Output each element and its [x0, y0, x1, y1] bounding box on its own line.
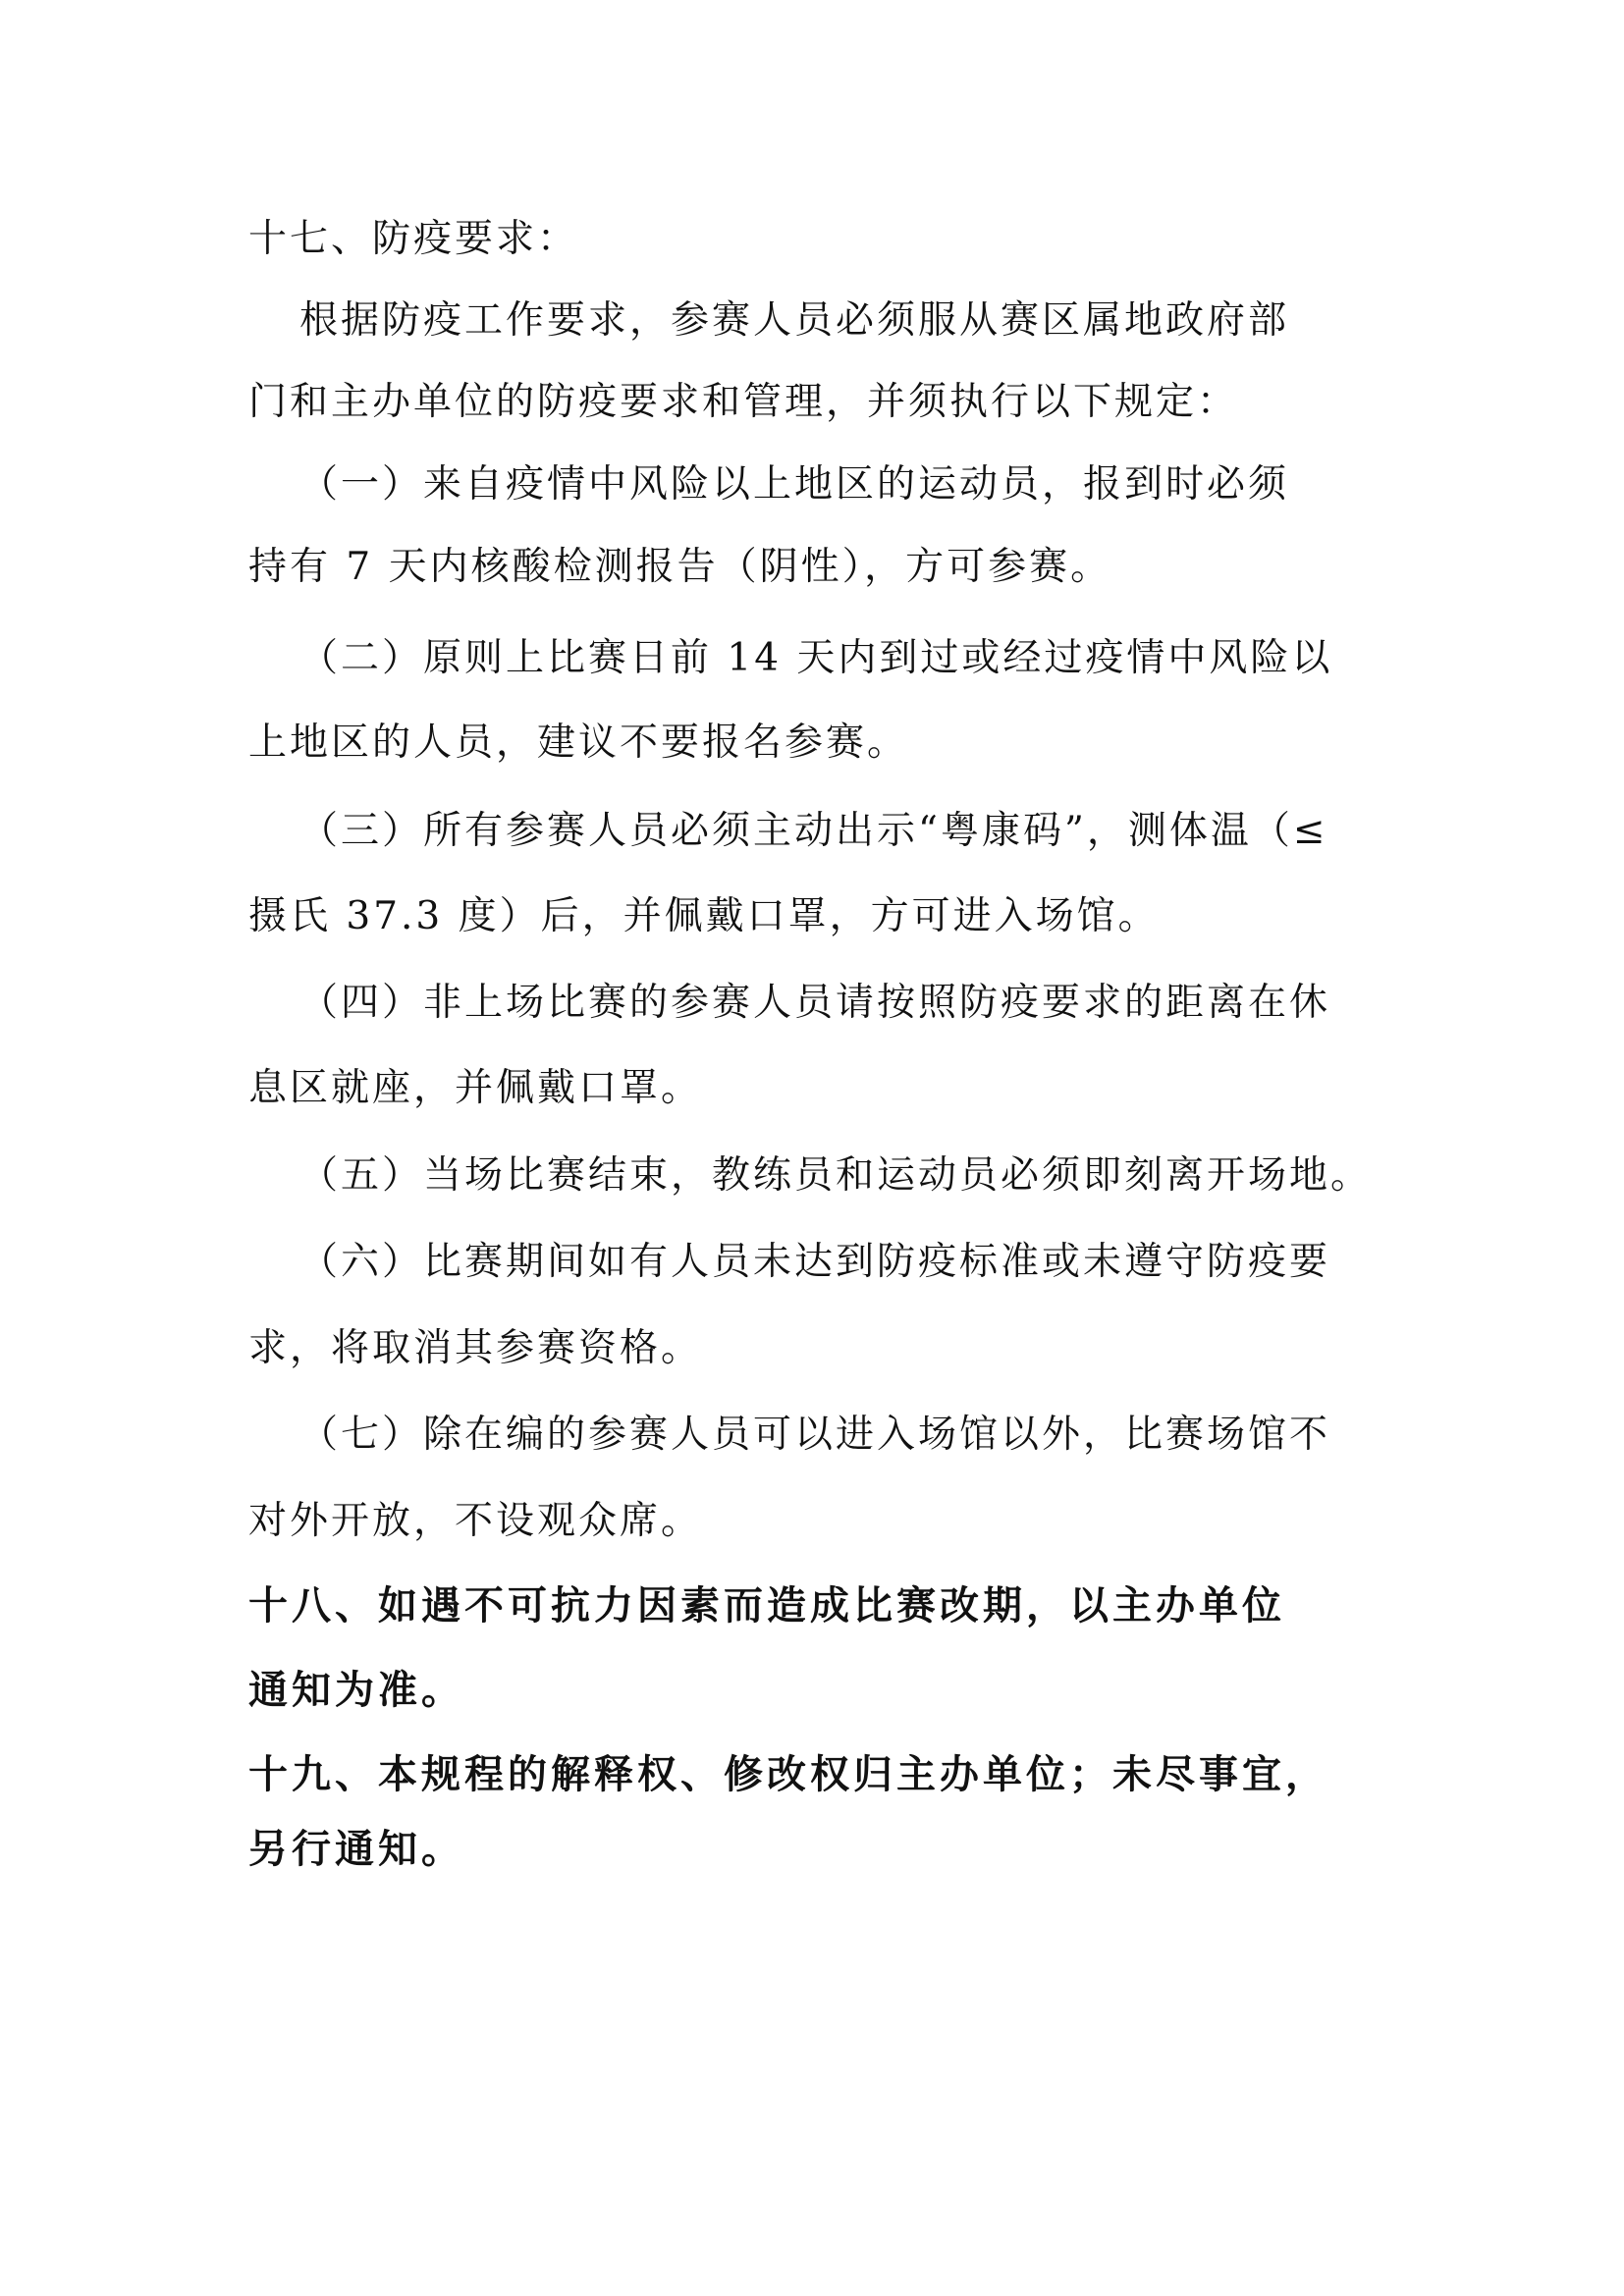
section-18-line-2: 通知为准。	[248, 1668, 464, 1713]
section-19-line-2: 另行通知。	[248, 1827, 464, 1872]
item-3-line-2: 摄氏 37.3 度）后，并佩戴口罩，方可进入场馆。	[248, 894, 1160, 938]
section-17-intro-line-1: 根据防疫工作要求，参赛人员必须服从赛区属地政府部	[299, 298, 1290, 343]
item-2-line-2: 上地区的人员，建议不要报名参赛。	[248, 721, 909, 765]
section-18-line-1: 十八、如遇不可抗力因素而造成比赛改期，以主办单位	[248, 1583, 1285, 1629]
item-1-line-2: 持有 7 天内核酸检测报告（阴性），方可参赛。	[248, 545, 1112, 589]
item-7-line-2: 对外开放，不设观众席。	[248, 1499, 703, 1543]
section-19-line-1: 十九、本规程的解释权、修改权归主办单位；未尽事宜，	[248, 1752, 1328, 1797]
item-6-line-2: 求，将取消其参赛资格。	[248, 1326, 703, 1370]
section-17-heading: 十七、防疫要求：	[248, 217, 579, 261]
item-3-line-1: （三）所有参赛人员必须主动出示“粤康码”，测体温（≤	[299, 809, 1328, 853]
item-4-line-2: 息区就座，并佩戴口罩。	[248, 1066, 703, 1110]
item-2-line-1: （二）原则上比赛日前 14 天内到过或经过疫情中风险以	[299, 636, 1333, 680]
section-17-intro-line-2: 门和主办单位的防疫要求和管理，并须执行以下规定：	[248, 380, 1239, 424]
item-7-line-1: （七）除在编的参赛人员可以进入场馆以外，比赛场馆不	[299, 1413, 1331, 1457]
item-1-line-1: （一）来自疫情中风险以上地区的运动员，报到时必须	[299, 462, 1290, 507]
item-4-line-1: （四）非上场比赛的参赛人员请按照防疫要求的距离在休	[299, 981, 1331, 1025]
item-6-line-1: （六）比赛期间如有人员未达到防疫标准或未遵守防疫要	[299, 1240, 1331, 1284]
item-5-line-1: （五）当场比赛结束，教练员和运动员必须即刻离开场地。	[299, 1153, 1373, 1198]
